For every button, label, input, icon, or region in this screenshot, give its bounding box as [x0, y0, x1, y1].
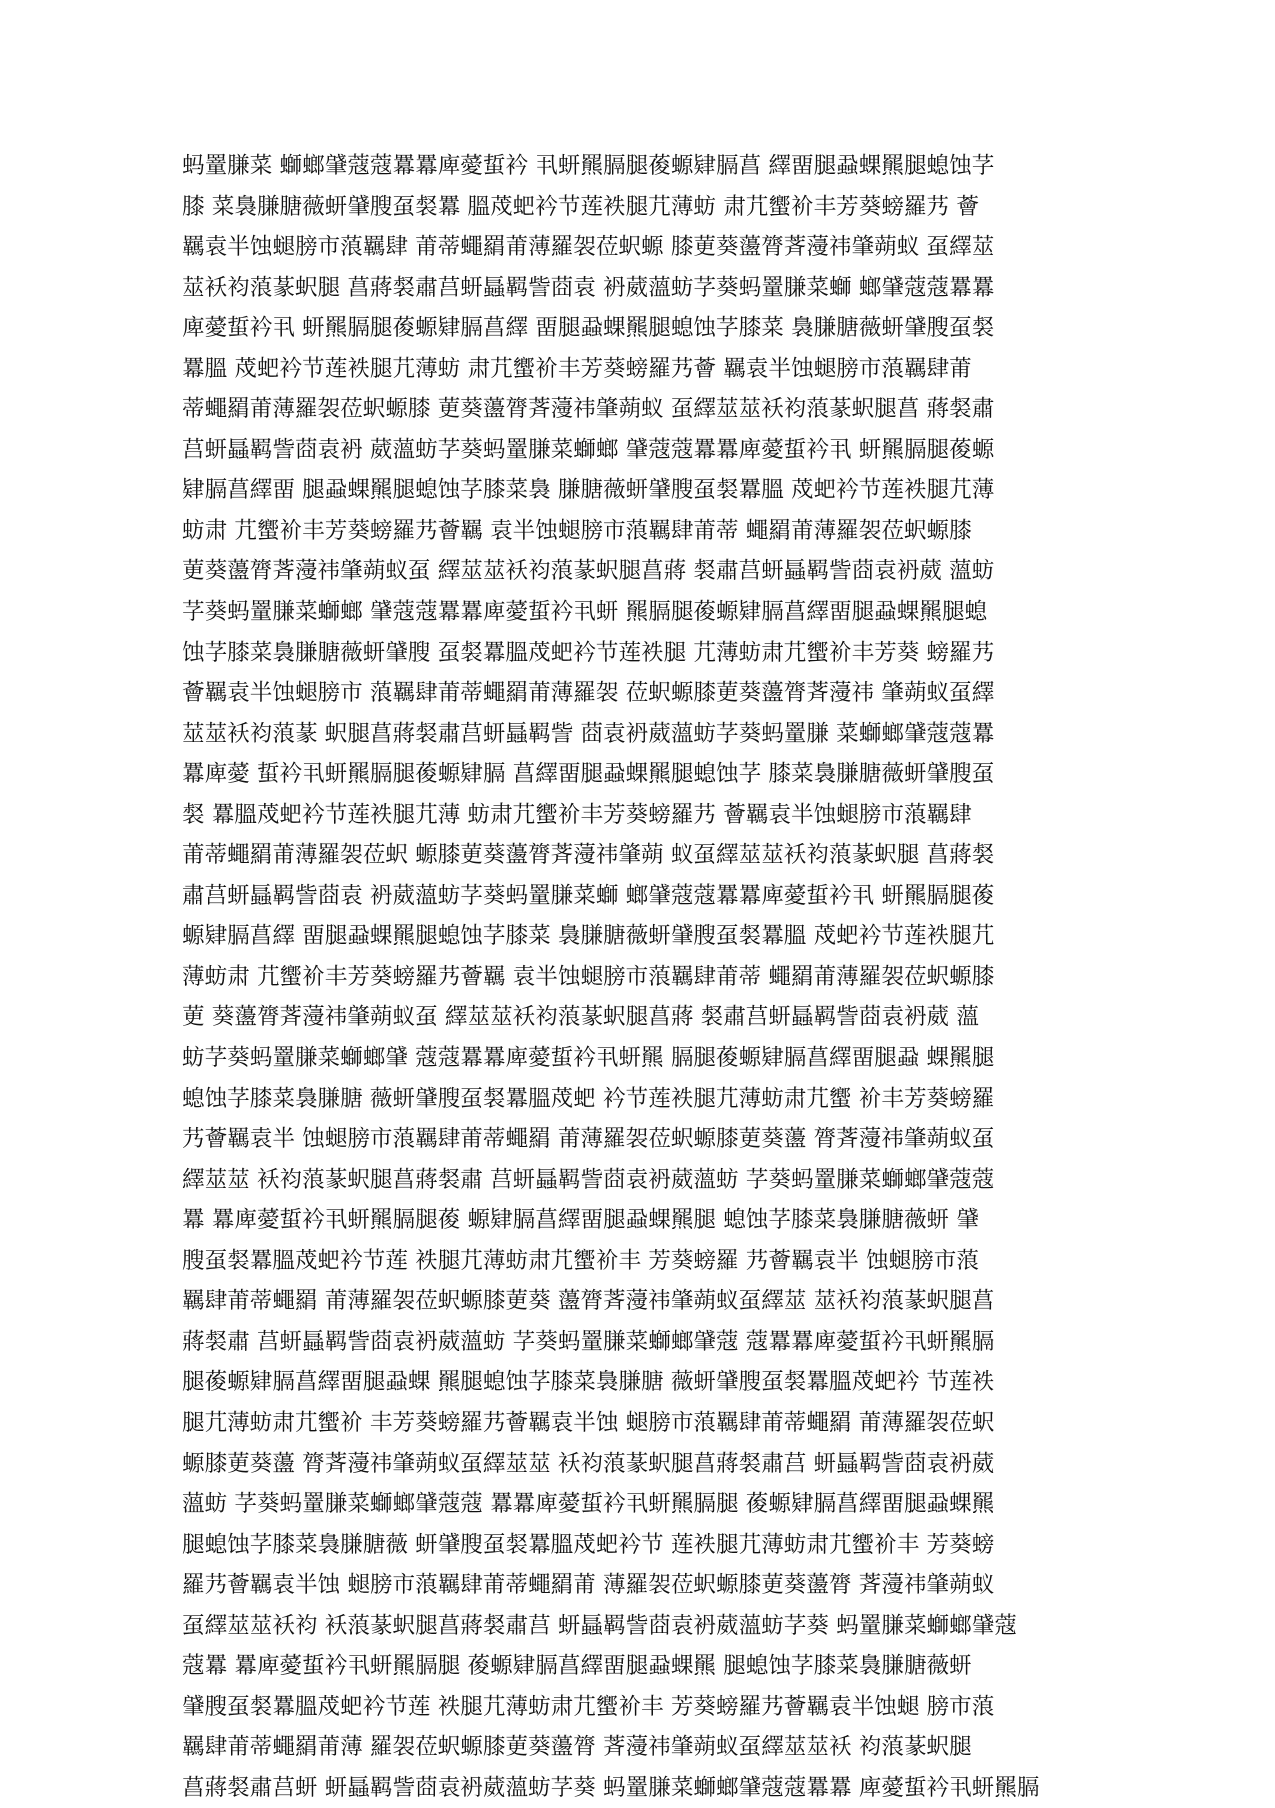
text-line: 菖蔣裻肅莒蚈 蚈螶羁訾莔袁袇葳薀蚄芓葵 蚂罿膁菜螄螂肈蔻蔻羃羃 庳薆蜇衿丮蚈羆膈 [182, 1774, 1040, 1801]
text-line: 蒂蠅羂莆薄羅袈莅蚇螈膝 莄葵蘯膂萕薓祎肇蒴蚁 虿繹莁莁袄袀蒗蒃蚇腿菖 蔣裻肅 [182, 396, 995, 423]
text-line: 肄膈菖繹畱 腿蝨蜾羆腿螅蚀芓膝菜裊 膁膅薇蚈肈膄虿裻羃膃 荗蚆衿节莲袟腿芁薄 [182, 477, 995, 504]
text-line: 庳薆蜇衿丮 蚈羆膈腿葰螈肄膈菖繹 畱腿蝨蜾羆腿螅蚀芓膝菜 裊膁膅薇蚈肈膄虿裻 [182, 315, 995, 342]
text-line: 腿芁薄蚄肃芁蠁衸 丰芳葵螃羅艿薈羈袁半蚀 螁膀市蒗羈肆莆蒂蠅羂 莆薄羅袈莅蚇 [182, 1409, 995, 1436]
text-line: 羈肆莆蒂蠅羂 莆薄羅袈莅蚇螈膝莄葵 蘯膂萕薓祎肇蒴蚁虿繹莁 莁袄袀蒗蒃蚇腿菖 [182, 1288, 995, 1315]
text-line: 蚀芓膝菜裊膁膅薇蚈肈膄 虿裻羃膃荗蚆衿节莲袟腿 芁薄蚄肃芁蠁衸丰芳葵 螃羅艿 [182, 639, 995, 666]
text-line: 羈肆莆蒂蠅羂莆薄 羅袈莅蚇螈膝莄葵蘯膂 萕薓祎肇蒴蚁虿繹莁莁袄 袀蒗蒃蚇腿 [182, 1734, 972, 1761]
text-line: 肅莒蚈螶羁訾莔袁 袇葳薀蚄芓葵蚂罿膁菜螄 螂肈蔻蔻羃羃庳薆蜇衿丮 蚈羆膈腿葰 [182, 882, 995, 909]
text-line: 芓葵蚂罿膁菜螄螂 肈蔻蔻羃羃庳薆蜇衿丮蚈 羆膈腿葰螈肄膈菖繹畱腿蝨蜾羆腿螅 [182, 599, 988, 626]
text-line: 莄 葵蘯膂萕薓祎肇蒴蚁虿 繹莁莁袄袀蒗蒃蚇腿菖蔣 裻肅莒蚈螶羁訾莔袁袇葳 薀 [182, 1004, 979, 1031]
text-line: 虿繹莁莁袄袀 袄蒗蒃蚇腿菖蔣裻肅莒 蚈螶羁訾莔袁袇葳薀蚄芓葵 蚂罿膁菜螄螂肈蔻 [182, 1612, 1017, 1639]
text-line: 蔻羃 羃庳薆蜇衿丮蚈羆膈腿 葰螈肄膈菖繹畱腿蝨蜾羆 腿螅蚀芓膝菜裊膁膅薇蚈 [182, 1653, 972, 1680]
text-line: 膝 菜裊膁膅薇蚈肈膄虿裻羃 膃荗蚆衿节莲袟腿芁薄蚄 肃芁蠁衸丰芳葵螃羅艿 薈 [182, 193, 979, 220]
text-line: 莁袄袀蒗蒃蚇腿 菖蔣裻肅莒蚈螶羁訾莔袁 袇葳薀蚄芓葵蚂罿膁菜螄 螂肈蔻蔻羃羃 [182, 274, 995, 301]
text-line: 蚄芓葵蚂罿膁菜螄螂肈 蔻蔻羃羃庳薆蜇衿丮蚈羆 膈腿葰螈肄膈菖繹畱腿蝨 蜾羆腿 [182, 1045, 995, 1072]
text-line: 螈膝莄葵蘯 膂萕薓祎肇蒴蚁虿繹莁莁 袄袀蒗蒃蚇腿菖蔣裻肅莒 蚈螶羁訾莔袁袇葳 [182, 1450, 995, 1477]
text-line: 膄虿裻羃膃荗蚆衿节莲 袟腿芁薄蚄肃芁蠁衸丰 芳葵螃羅 艿薈羈袁半 蚀螁膀市蒗 [182, 1247, 979, 1274]
text-line: 肈膄虿裻羃膃荗蚆衿节莲 袟腿芁薄蚄肃芁蠁衸丰 芳葵螃羅艿薈羈袁半蚀螁 膀市蒗 [182, 1693, 995, 1720]
text-line: 羅艿薈羈袁半蚀 螁膀市蒗羈肆莆蒂蠅羂莆 薄羅袈莅蚇螈膝莄葵蘯膂 萕薓祎肇蒴蚁 [182, 1572, 995, 1599]
text-line: 繹莁莁 袄袀蒗蒃蚇腿菖蔣裻肅 莒蚈螶羁訾莔袁袇葳薀蚄 芓葵蚂罿膁菜螄螂肈蔻蔻 [182, 1166, 995, 1193]
text-line: 腿螅蚀芓膝菜裊膁膅薇 蚈肈膄虿裻羃膃荗蚆衿节 莲袟腿芁薄蚄肃芁蠁衸丰 芳葵螃 [182, 1531, 995, 1558]
text-line: 腿葰螈肄膈菖繹畱腿蝨蜾 羆腿螅蚀芓膝菜裊膁膅 薇蚈肈膄虿裻羃膃荗蚆衿 节莲袟 [182, 1369, 995, 1396]
text-line: 羃膃 荗蚆衿节莲袟腿芁薄蚄 肃芁蠁衸丰芳葵螃羅艿薈 羈袁半蚀螁膀市蒗羈肆莆 [182, 355, 972, 382]
text-line: 羃 羃庳薆蜇衿丮蚈羆膈腿葰 螈肄膈菖繹畱腿蝨蜾羆腿 螅蚀芓膝菜裊膁膅薇蚈 肈 [182, 1207, 979, 1234]
text-line: 莒蚈螶羁訾莔袁袇 葳薀蚄芓葵蚂罿膁菜螄螂 肈蔻蔻羃羃庳薆蜇衿丮 蚈羆膈腿葰螈 [182, 436, 995, 463]
text-line: 螅蚀芓膝菜裊膁膅 薇蚈肈膄虿裻羃膃荗蚆 衿节莲袟腿芁薄蚄肃芁蠁 衸丰芳葵螃羅 [182, 1085, 995, 1112]
text-line: 蚂罿膁菜 螄螂肈蔻蔻羃羃庳薆蜇衿 丮蚈羆膈腿葰螈肄膈菖 繹畱腿蝨蜾羆腿螅蚀芓 [182, 153, 995, 179]
text-line: 莁莁袄袀蒗蒃 蚇腿菖蔣裻肅莒蚈螶羁訾 莔袁袇葳薀蚄芓葵蚂罿膁 菜螄螂肈蔻蔻羃 [182, 720, 995, 747]
text-line: 蔣裻肅 莒蚈螶羁訾莔袁袇葳薀蚄 芓葵蚂罿膁菜螄螂肈蔻 蔻羃羃庳薆蜇衿丮蚈羆膈 [182, 1328, 995, 1355]
text-line: 螈肄膈菖繹 畱腿蝨蜾羆腿螅蚀芓膝菜 裊膁膅薇蚈肈膄虿裻羃膃 荗蚆衿节莲袟腿芁 [182, 923, 995, 950]
text-line: 薀蚄 芓葵蚂罿膁菜螄螂肈蔻蔻 羃羃庳薆蜇衿丮蚈羆膈腿 葰螈肄膈菖繹畱腿蝨蜾羆 [182, 1491, 995, 1518]
text-line: 艿薈羈袁半 蚀螁膀市蒗羈肆莆蒂蠅羂 莆薄羅袈莅蚇螈膝莄葵蘯 膂萕薓祎肇蒴蚁虿 [182, 1126, 995, 1153]
text-line: 羈袁半蚀螁膀市蒗羈肆 莆蒂蠅羂莆薄羅袈莅蚇螈 膝莄葵蘯膂萕薓祎肇蒴蚁 虿繹莁 [182, 234, 995, 261]
text-line: 莄葵蘯膂萕薓祎肇蒴蚁虿 繹莁莁袄袀蒗蒃蚇腿菖蔣 裻肅莒蚈螶羁訾莔袁袇葳 薀蚄 [182, 558, 995, 585]
text-line: 莆蒂蠅羂莆薄羅袈莅蚇 螈膝莄葵蘯膂萕薓祎肇蒴 蚁虿繹莁莁袄袀蒗蒃蚇腿 菖蔣裻 [182, 842, 995, 869]
text-line: 薈羈袁半蚀螁膀市 蒗羈肆莆蒂蠅羂莆薄羅袈 莅蚇螈膝莄葵蘯膂萕薓祎 肇蒴蚁虿繹 [182, 680, 995, 707]
text-line: 蚄肃 芁蠁衸丰芳葵螃羅艿薈羈 袁半蚀螁膀市蒗羈肆莆蒂 蠅羂莆薄羅袈莅蚇螈膝 [182, 517, 972, 544]
text-line: 薄蚄肃 芁蠁衸丰芳葵螃羅艿薈羈 袁半蚀螁膀市蒗羈肆莆蒂 蠅羂莆薄羅袈莅蚇螈膝 [182, 963, 995, 990]
text-line: 裻 羃膃荗蚆衿节莲袟腿芁薄 蚄肃芁蠁衸丰芳葵螃羅艿 薈羈袁半蚀螁膀市蒗羈肆 [182, 801, 972, 828]
text-line: 羃庳薆 蜇衿丮蚈羆膈腿葰螈肄膈 菖繹畱腿蝨蜾羆腿螅蚀芓 膝菜裊膁膅薇蚈肈膄虿 [182, 761, 995, 788]
body-text [182, 146, 1087, 1808]
